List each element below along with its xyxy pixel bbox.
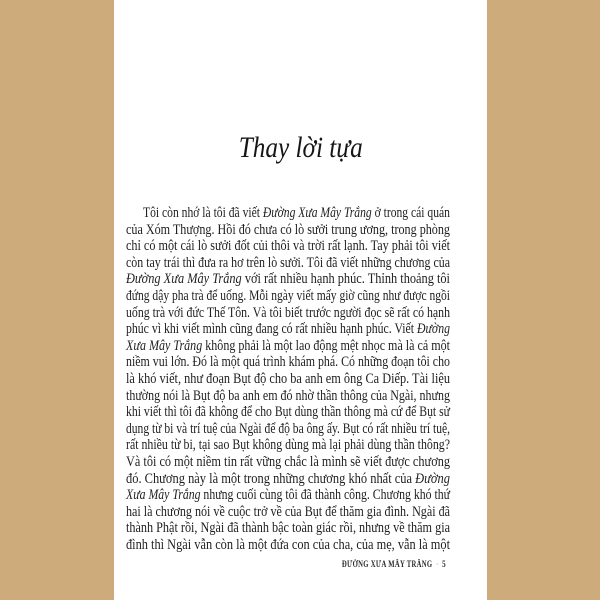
text-line: phúc vì khi viết mình cũng đang có rất nhiều hạnh phúc. Viết Đường [126,321,450,338]
text-line: Xưa Mây Trắng không phải là một lao động mệt nhọc mà là cả một [126,337,450,354]
book-page [114,0,487,600]
text-line: đứng dậy pha trà để uống. Mỗi ngày viết mấy giờ cũng như được ngồi [126,287,450,304]
text-line: Tôi còn nhớ là tôi đã viết Đường Xưa Mây Trắng ở trong cái quán [143,205,450,221]
body-text [126,205,450,553]
footer-separator: · [436,560,439,569]
text-line: thường nói là Bụt độ ba anh em đó nhờ thần thông của Ngài, nhưng [126,387,450,404]
text-line: uống trà với đức Thế Tôn. Và tôi biết trước người đọc sẽ rất có hạnh [126,304,450,321]
page-footer [306,559,446,570]
text-line: chỉ có một cái lò sưởi đốt củi thôi và trời rất lạnh. Tay phải tôi viết [126,238,450,255]
text-line: hai là chương nói về cuộc trở về của Bụt để thăm gia đình. Ngài đã [126,503,450,520]
chapter-title-text: Thay lời tựa [238,131,363,164]
footer-book-title: ĐƯỜNG XƯA MÂY TRẮNG [342,559,433,569]
text-line: dụng từ bi và trí tuệ của Ngài để độ ba ông ấy. Bụt có rất nhiều trí tuệ, [126,420,450,437]
text-line: thành Phật rồi, Ngài đã thành bậc toàn giác rồi, nhưng về thăm gia [126,520,450,537]
text-line: Xưa Mây Trắng nhưng cuối cùng tôi đã thành công. Chương khó thứ [126,487,450,504]
text-line: đó. Chương này là một trong những chương khó nhất của Đường [126,470,450,487]
page-number: 5 [442,560,446,570]
text-line: của Xóm Thượng. Hồi đó chưa có lò sưởi trung ương, trong phòng [126,221,450,238]
text-line: niềm vui lớn. Đó là một quá trình khám phá. Có những đoạn tôi cho [126,354,450,371]
text-line: đình thì Ngài vẫn còn là một đứa con của cha, của mẹ, vẫn là một [126,536,450,553]
text-line: Đường Xưa Mây Trắng với rất nhiều hạnh phúc. Thỉnh thoảng tôi [126,271,450,288]
chapter-title [114,131,487,165]
text-line: là khó viết, như đoạn Bụt độ cho ba anh em ông Ca Diếp. Tài liệu [126,370,450,387]
text-line: rất nhiều từ bi, tại sao Bụt không dùng mà lại phải dùng thần thông? [126,437,450,454]
text-line: khi viết thì tôi đã không để cho Bụt dùng thần thông mà cứ để Bụt sử [126,404,450,421]
page-footer-content [342,559,446,570]
text-line: Và tôi có một niềm tin rất vững chắc là mình sẽ viết được chương [126,453,450,470]
text-line: còn tay trái thì đưa ra hơ trên lò sưởi. Tôi đã viết những chương của [126,254,450,271]
